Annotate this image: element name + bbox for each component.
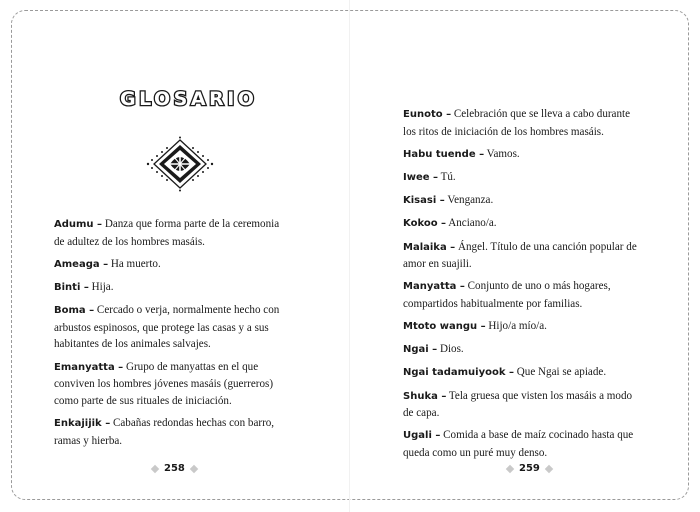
glossary-term: Mtoto wangu – (403, 321, 486, 333)
glossary-term: Enkajijik – (54, 417, 111, 429)
glossary-definition: Danza que forma parte de la ceremonia de adultez de los hombres masáis. (54, 218, 280, 248)
glossary-definition: Comida a base de maíz cocinado hasta que queda como un puré muy denso. (403, 429, 634, 460)
page-number-right (507, 463, 552, 474)
glossary-term: Adumu – (54, 219, 103, 230)
diamond-pattern-icon (144, 136, 216, 192)
glossary-term: Kokoo – (403, 218, 447, 230)
glossary-definition: Celebración que se lleva a cabo durante los ritos de iniciación de los hombres masáis. (403, 108, 631, 138)
glossary-term: Ngai tadamuiyook – (403, 367, 514, 379)
glossary-entry (54, 216, 288, 250)
book-spine (349, 0, 350, 512)
glossary-entry (54, 279, 288, 297)
glossary-entry (403, 239, 639, 273)
glossary-definition: Vamos. (484, 147, 520, 160)
glossary-entry (54, 256, 288, 274)
glossary-term: Boma – (54, 305, 95, 317)
glossary-definition: Tela gruesa que visten los masáis a modo de capa. (403, 389, 633, 420)
glossary-definition: Anciano/a. (446, 217, 497, 230)
glossary-definition: Hija. (88, 280, 114, 293)
glossary-definition: Cercado o verja, normalmente hecho con arbustos espinosos, que protege las casas y a sus habitantes de los animales salvajes. (54, 304, 280, 351)
glossary-term: Shuka – (403, 390, 447, 402)
glossary-term: Ngai – (403, 344, 438, 356)
glossary-definition: Grupo de manyattas en el que conviven los hombres jóvenes masáis (guerreros) como parte de sus rituales de iniciación. (54, 360, 274, 407)
glossary-left-column (54, 216, 288, 455)
glossary-definition: Ha muerto. (108, 257, 161, 270)
glossary-definition: Venganza. (444, 194, 494, 207)
glossary-term: Kisasi – (403, 195, 445, 207)
glossary-term: Manyatta – (403, 281, 465, 293)
glossary-definition: Tú. (438, 170, 456, 183)
page-number-label: 258 (164, 463, 185, 474)
diamond-icon (545, 464, 553, 472)
diamond-icon (190, 464, 198, 472)
glossary-definition: Dios. (437, 343, 464, 356)
glossary-definition: Hijo/a mío/a. (485, 320, 547, 333)
page-number-label: 259 (519, 463, 540, 474)
glossary-entry (54, 302, 288, 353)
glossary-term: Ameaga – (54, 258, 109, 270)
glossary-definition: Cabañas redondas hechas con barro, ramas y hierba. (54, 416, 275, 447)
glossary-term: Malaika – (403, 241, 456, 253)
glossary-definition: Que Ngai se apiade. (513, 366, 607, 379)
glossary-entry (54, 415, 288, 449)
glossary-term: Ugali – (403, 430, 441, 442)
glossary-entry (403, 192, 639, 210)
glossary-term: Iwee – (403, 171, 439, 183)
glossary-entry (403, 341, 639, 359)
glossary-term: Emanyatta – (54, 361, 124, 373)
glossary-definition: Conjunto de uno o más hogares, compartidos habitualmente por familias. (403, 280, 611, 310)
glossary-entry (403, 169, 639, 187)
glossary-right-column (403, 106, 639, 467)
glossary-entry (403, 318, 639, 336)
glossary-entry (403, 278, 639, 312)
glossary-entry (403, 427, 639, 461)
glossary-entry (403, 364, 639, 382)
glossary-entry (403, 215, 639, 233)
page-title: GLOSARIO (120, 88, 258, 110)
glossary-entry (54, 359, 288, 410)
glossary-term: Binti – (54, 281, 89, 293)
diamond-icon (506, 464, 514, 472)
glossary-term: Eunoto – (403, 109, 452, 120)
glossary-entry (403, 388, 639, 422)
glossary-definition: Ángel. Título de una canción popular de amor en suajili. (403, 240, 637, 271)
glossary-entry (403, 106, 639, 140)
glossary-term: Habu tuende – (403, 148, 485, 160)
glossary-entry (403, 146, 639, 164)
page-number-left (152, 463, 197, 474)
diamond-icon (151, 464, 159, 472)
